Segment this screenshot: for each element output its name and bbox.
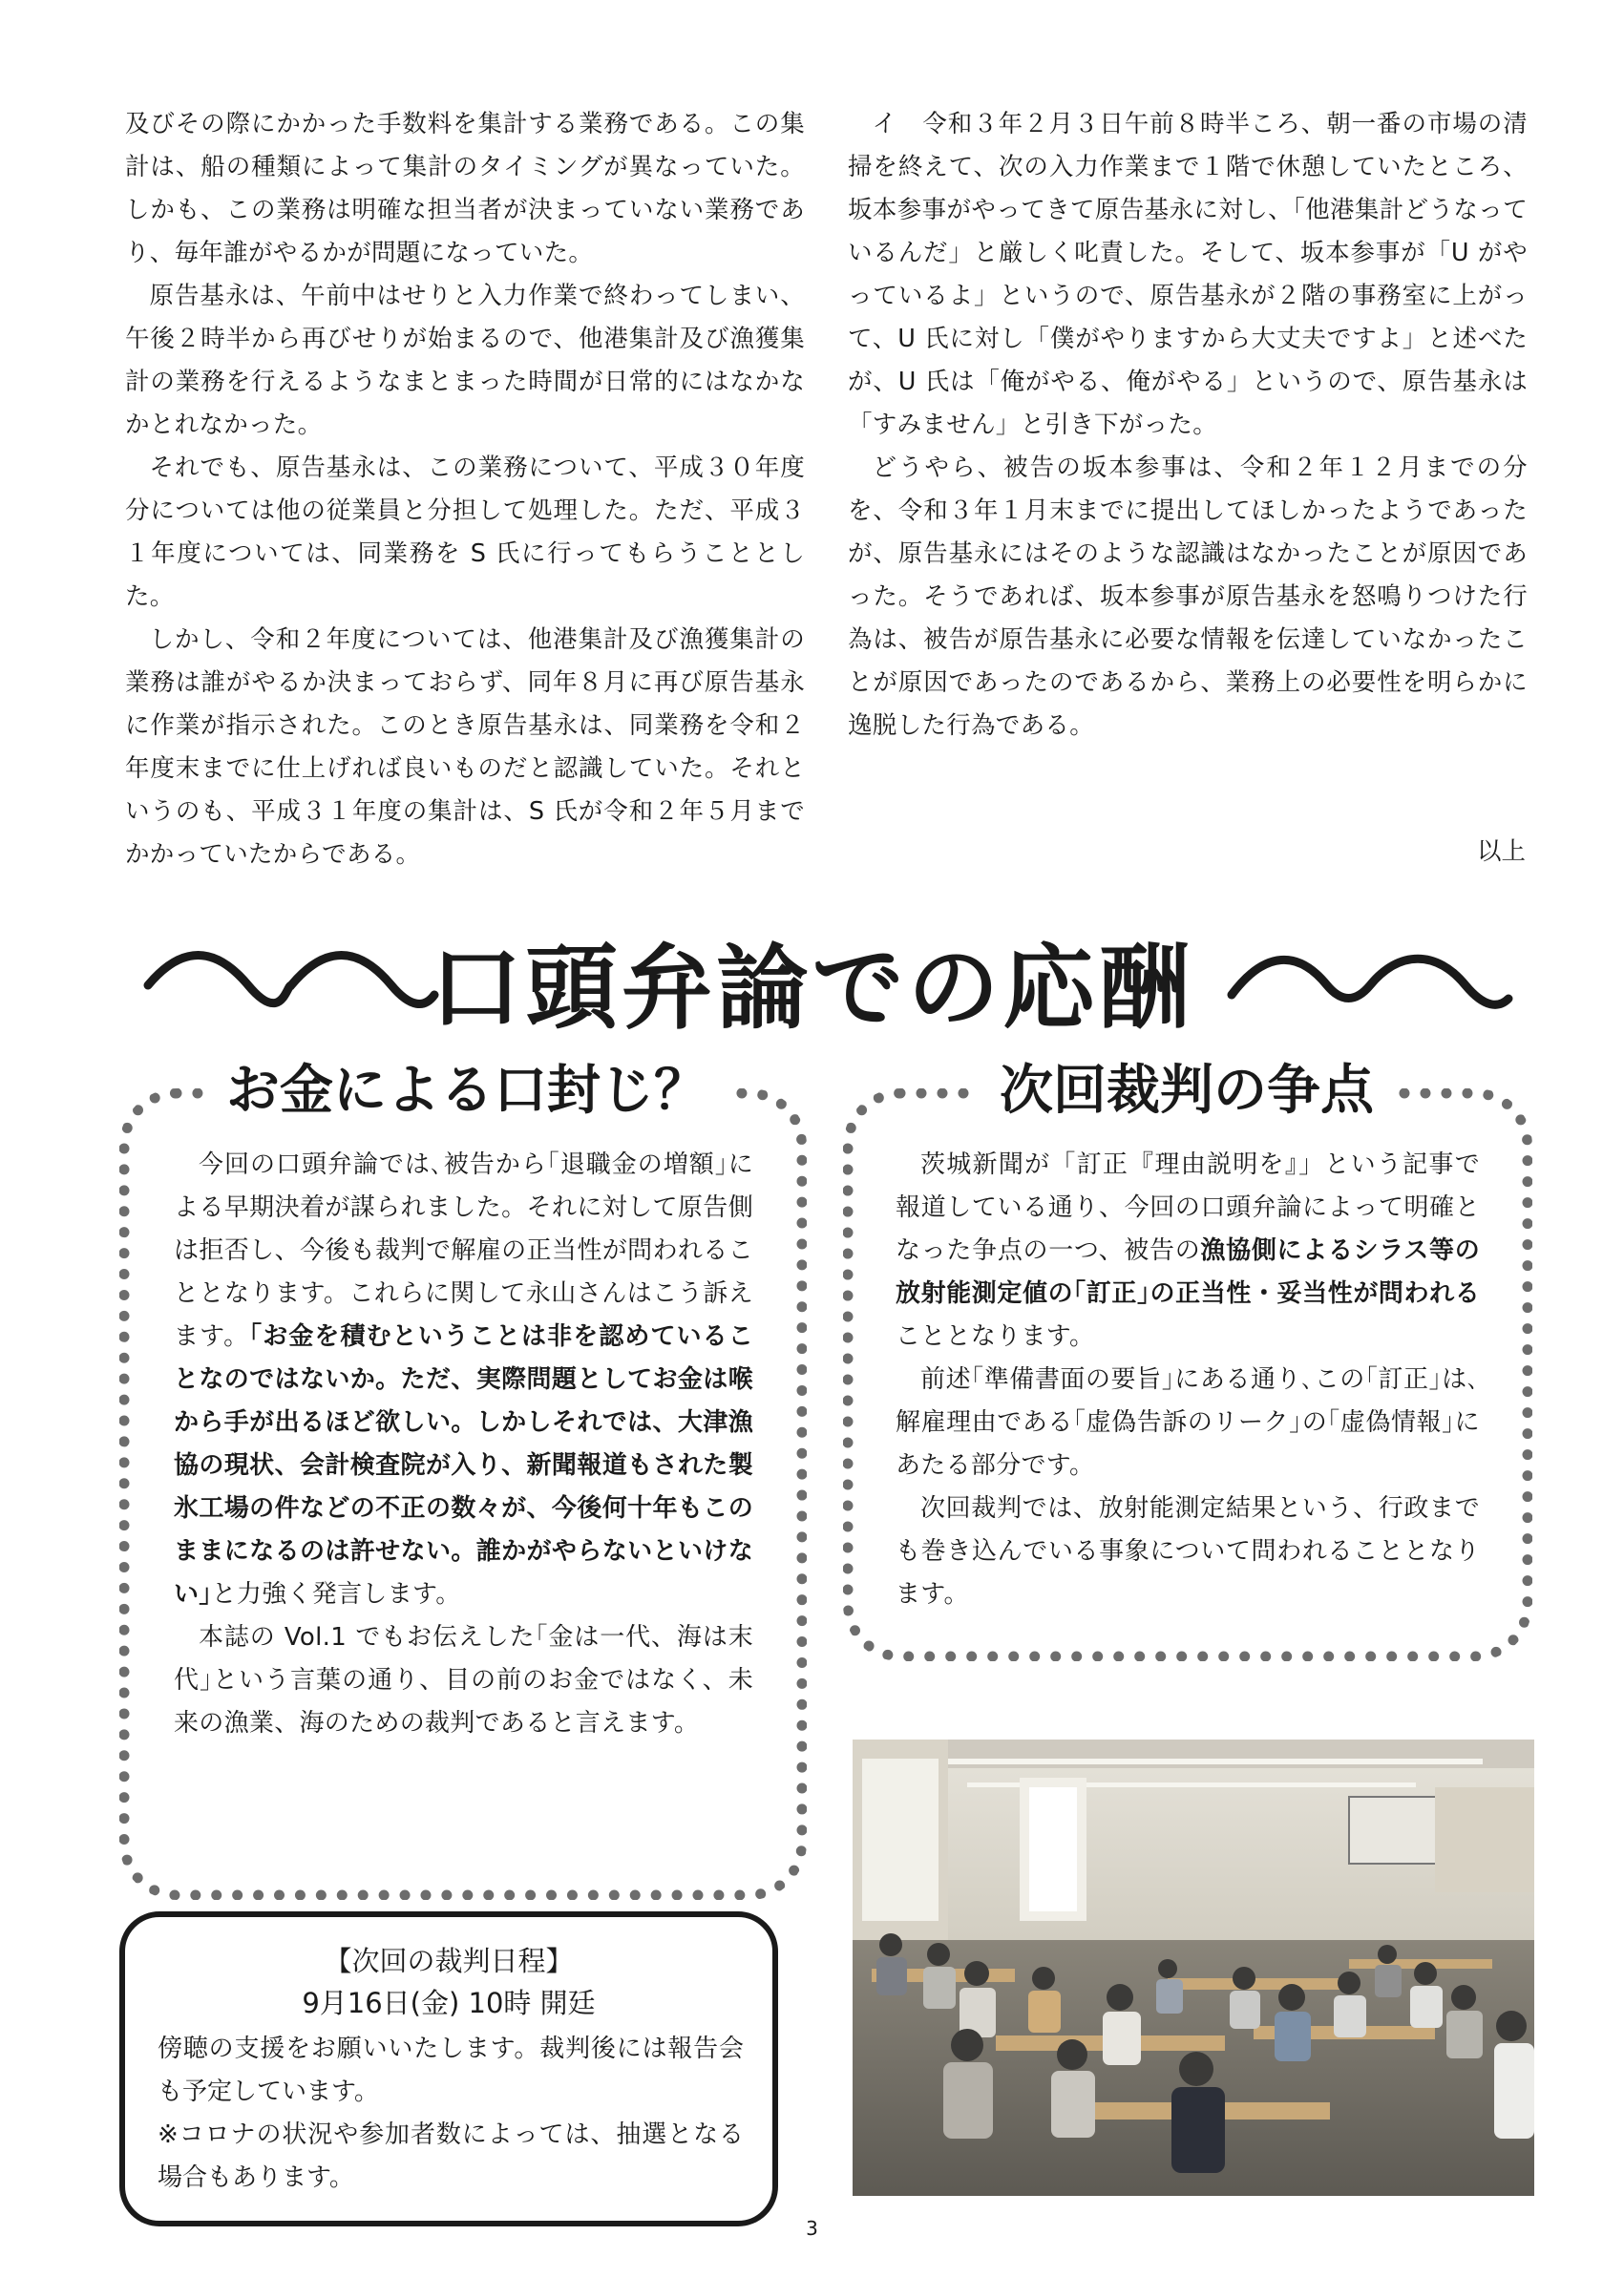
closing-mark: 以上 (1476, 837, 1526, 866)
meeting-photo (853, 1740, 1534, 2196)
right-paragraph-1: イ 令和３年２月３日午前８時半ころ、朝一番の市場の清掃を終えて、次の入力作業まで１階で休憩していたところ、坂本参事がやってきて原告基永に対し、「他港集計どうなっているんだ」と厳しく叱責した。そして、坂本参事が「U がやっているよ」というので、原告基永が２階の事務室に上がって、U 氏に対し「僕がやりますから大丈夫ですよ」と述べたが、U 氏は「俺がやる、俺がやる」というので、原告基永は「すみません」と引き下がった。 (848, 110, 1528, 439)
schedule-date: 9月16日(金) 10時 開廷 (302, 1987, 596, 2019)
left-box-heading: お金による口封じ？ (205, 1058, 728, 1125)
schedule-request: 傍聴の支援をお願いいたします。裁判後には報告会も予定しています。 (158, 2035, 744, 2106)
right-box-paragraph-2: 前述｢準備書面の要旨｣にある通り､この｢訂正｣は､解雇理由である｢虚偽告訴のリーク｣の｢虚偽情報｣にあたる部分です。 (896, 1365, 1480, 1480)
left-box-p1-tail: と力強く発言します。 (211, 1580, 461, 1609)
left-paragraph-1: 及びその際にかかった手数料を集計する業務である。この集計は、船の種類によって集計のタイミングが異なっていた。しかも、この業務は明確な担当者が決まっていない業務であり、毎年誰がやるかが問題になっていた。 (125, 110, 805, 267)
schedule-note: ※コロナの状況や参加者数によっては、抽選となる場合もあります。 (158, 2120, 744, 2192)
left-box-paragraph-2: 本誌の Vol.1 でもお伝えした｢金は一代、海は末代｣という言葉の通り、目の前のお金ではなく、未来の漁業、海のための裁判であると言えます。 (174, 1623, 753, 1738)
schedule-title: 【次回の裁判日程】 (324, 1945, 574, 1977)
banner-title: 口頭弁論での応酬 (430, 935, 1194, 1042)
schedule-body (158, 2028, 744, 2200)
right-box-heading: 次回裁判の争点 (979, 1058, 1395, 1125)
right-paragraph-2: どうやら、被告の坂本参事は、令和２年１２月までの分を、令和３年１月末までに提出してほしかったようであったが、原告基永にはそのような認識はなかったことが原因であった。そうであれば、坂本参事が原告基永を怒鳴りつけた行為は、被告が原告基永に必要な情報を伝達していなかったことが原因であったのであるから、業務上の必要性を明らかに逸脱した行為である。 (848, 453, 1528, 740)
right-box-p1-tail: こととなります。 (896, 1322, 1095, 1351)
right-box-paragraph-3: 次回裁判では、放射能測定結果という、行政までも巻き込んでいる事象について問われることとなります。 (896, 1494, 1480, 1609)
right-column (848, 103, 1528, 748)
meeting-room-image (853, 1740, 1534, 2196)
page-number: 3 (806, 2217, 818, 2240)
right-box-p1-emphasis: 漁協側によるシラス等の放射能測定値の｢訂正｣の正当性・妥当性が問われる (896, 1236, 1480, 1308)
right-box-text (896, 1144, 1480, 1616)
left-paragraph-3: それでも、原告基永は、この業務について、平成３０年度分については他の従業員と分担して処理した。ただ、平成３１年度については、同業務を S 氏に行ってもらうこととした。 (125, 453, 806, 611)
left-box-p1-text: 今回の口頭弁論では､被告から｢退職金の増額｣による早期決着が謀られました。それに対して原告側は拒否し、今後も裁判で解雇の正当性が問われることとなります。これらに関して永山さんはこう訴えます。 (174, 1150, 753, 1351)
left-box-p1-quote: ｢お金を積むということは非を認めていることなのではないか。ただ、実際問題としてお金は喉から手が出るほど欲しい。しかしそれでは、大津漁協の現状、会計検査院が入り、新聞報道もされた製氷工場の件などの不正の数々が、今後何十年もこのままになるのは許せない。誰かがやらないといけない｣ (174, 1322, 753, 1609)
schedule-box (119, 1911, 778, 2226)
left-box-paragraph-1 (174, 1144, 753, 1616)
left-paragraph-4: しかし、令和２年度については、他港集計及び漁獲集計の業務は誰がやるか決まっておらず、同年８月に再び原告基永に作業が指示された。このとき原告基永は、同業務を令和２年度末までに仕上げれば良いものだと認識していた。それというのも、平成３１年度の集計は、S 氏が令和２年５月までかかっていたからである。 (125, 625, 805, 869)
right-box-p1-text: 茨城新聞が「訂正『理由説明を』」という記事で報道している通り、今回の口頭弁論によって明確となった争点の一つ、被告の (896, 1150, 1480, 1265)
left-box-text (174, 1144, 753, 1745)
left-column (125, 103, 805, 876)
left-paragraph-2: 原告基永は、午前中はせりと入力作業で終わってしまい、午後２時半から再びせりが始まるので、他港集計及び漁獲集計の業務を行えるようなまとまった時間が日常的にはなかなかとれなかった。 (125, 282, 805, 439)
right-box-paragraph-1 (896, 1144, 1480, 1359)
